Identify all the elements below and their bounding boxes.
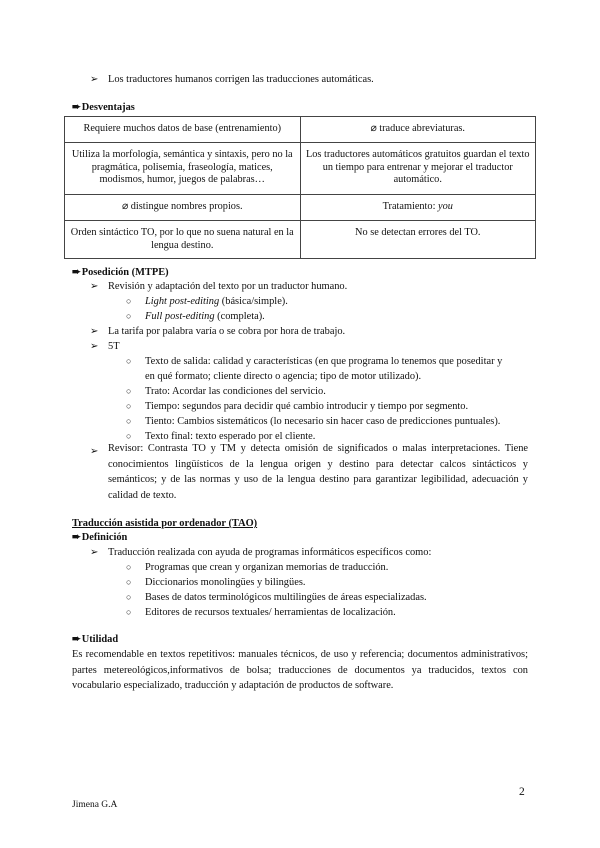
- circle-bullet-icon: ○: [126, 577, 132, 587]
- table-cell: Orden sintáctico TO, por lo que no suena natural en la lengua destino.: [65, 221, 301, 259]
- arrow-heading-icon: ➨: [72, 634, 81, 645]
- arrow-heading-icon: ➨: [72, 267, 81, 278]
- circle-bullet-icon: ○: [126, 356, 132, 366]
- arrow-bullet-icon: ➢: [90, 74, 99, 85]
- definicion-heading-label: Definición: [81, 532, 128, 543]
- table-row: [65, 195, 536, 221]
- table-cell: Utiliza la morfología, semántica y sintaxis, pero no la pragmática, polisemia, fraseología, matices, modismos, humor, juegos de palabras…: [65, 143, 301, 195]
- definicion-heading: [72, 531, 127, 544]
- arrow-bullet-icon: ➢: [90, 326, 99, 337]
- circle-bullet-icon: ○: [126, 431, 132, 441]
- table-cell: No se detectan errores del TO.: [300, 221, 536, 259]
- circle-bullet-icon: ○: [126, 296, 132, 306]
- table-row: [65, 143, 536, 195]
- circle-bullet-icon: ○: [126, 562, 132, 572]
- footer-author: Jimena G.A: [72, 800, 118, 810]
- table-row: [65, 117, 536, 143]
- posedicion-heading: [72, 266, 169, 279]
- full-post-editing: [145, 310, 265, 323]
- table-cell: Los traductores automáticos gratuitos guardan el texto un tiempo para entrenar y mejorar el traductor automático.: [300, 143, 536, 195]
- sub5t-item: Tiento: Cambios sistemáticos (lo necesario sin hacer caso de predicciones puntuales).: [145, 416, 501, 427]
- definicion-item: Traducción realizada con ayuda de programas informáticos específicos como:: [108, 547, 432, 558]
- tao-sub-item: Editores de recursos textuales/ herramientas de localización.: [145, 607, 396, 618]
- intro-bullet-text: Los traductores humanos corrigen las traducciones automáticas.: [108, 74, 374, 85]
- table-row: [65, 221, 536, 259]
- tao-title: Traducción asistida por ordenador (TAO): [72, 518, 258, 529]
- table-cell: Requiere muchos datos de base (entrenamiento): [65, 117, 301, 143]
- table-cell: ⌀ traduce abreviaturas.: [300, 117, 536, 143]
- utilidad-heading-label: Utilidad: [81, 634, 119, 645]
- tao-sub-item: Diccionarios monolingües y bilingües.: [145, 577, 306, 588]
- desventajas-heading-label: Desventajas: [81, 102, 135, 113]
- circle-bullet-icon: ○: [126, 386, 132, 396]
- utilidad-paragraph: Es recomendable en textos repetitivos: manuales técnicos, de uso y referencia; documentos administrativos; partes metereológicos,informativos de bolsa; traducciones de documentos ya traducidos, textos con vocabulario especializado, traducción y adaptación de productos de software.: [72, 649, 528, 691]
- circle-bullet-icon: ○: [126, 592, 132, 602]
- light-post-editing-desc: (básica/simple).: [219, 296, 288, 307]
- sub5t-item: Tiempo: segundos para decidir qué cambio introducir y tiempo por segmento.: [145, 401, 469, 412]
- desventajas-heading: [72, 101, 135, 114]
- tratamiento-you: you: [438, 201, 453, 212]
- sub5t-item-continuation: en qué formato; cliente directo o agencia; tipo de motor utilizado).: [145, 371, 422, 382]
- sub5t-item: Texto de salida: calidad y características (en que programa lo tenemos que poseditar y: [145, 356, 503, 367]
- tao-sub-item: Programas que crean y organizan memorias de traducción.: [145, 562, 389, 573]
- table-cell: [300, 195, 536, 221]
- posedicion-item-3: 5T: [108, 341, 120, 352]
- utilidad-heading: [72, 633, 118, 646]
- desventajas-table: [64, 116, 536, 259]
- tratamiento-text: Tratamiento: you: [382, 201, 453, 212]
- arrow-heading-icon: ➨: [72, 102, 81, 113]
- circle-bullet-icon: ○: [126, 401, 132, 411]
- tao-sub-item: Bases de datos terminológicos multilingües de áreas especializadas.: [145, 592, 427, 603]
- circle-bullet-icon: ○: [126, 607, 132, 617]
- full-post-editing-label: Full post-editing: [145, 311, 215, 322]
- page-number: 2: [519, 786, 525, 798]
- circle-bullet-icon: ○: [126, 311, 132, 321]
- full-post-editing-desc: (completa).: [214, 311, 265, 322]
- arrow-bullet-icon: ➢: [90, 446, 99, 457]
- posedicion-heading-label: Posedición (MTPE): [81, 267, 169, 278]
- light-post-editing: [145, 295, 288, 308]
- revisor-paragraph: Revisor: Contrasta TO y TM y detecta omisión de significados o malas interpretaciones. Tiene conocimientos lingüísticos de la lengua origen y destino para detectar calcos sintácticos y semánticos; y de las normas y uso de la lengua destino para garantizar legibilidad, adecuación y calidad de texto.: [108, 443, 528, 501]
- posedicion-item-2: La tarifa por palabra varía o se cobra por hora de trabajo.: [108, 326, 346, 337]
- arrow-bullet-icon: ➢: [90, 341, 99, 352]
- arrow-bullet-icon: ➢: [90, 547, 99, 558]
- sub5t-item: Trato: Acordar las condiciones del servicio.: [145, 386, 326, 397]
- arrow-bullet-icon: ➢: [90, 281, 99, 292]
- table-cell: ⌀ distingue nombres propios.: [65, 195, 301, 221]
- circle-bullet-icon: ○: [126, 416, 132, 426]
- light-post-editing-label: Light post-editing: [145, 296, 220, 307]
- sub5t-item: Texto final: texto esperado por el cliente.: [145, 431, 316, 442]
- arrow-heading-icon: ➨: [72, 532, 81, 543]
- posedicion-item-1: Revisión y adaptación del texto por un traductor humano.: [108, 281, 348, 292]
